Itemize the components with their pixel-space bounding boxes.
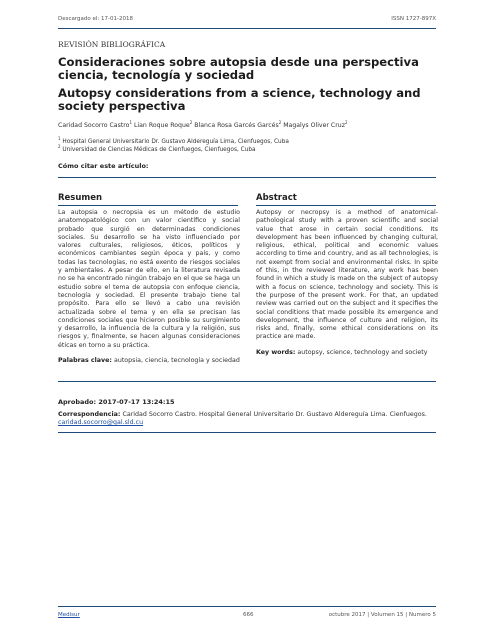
author-name: Caridad Socorro Castro: [58, 122, 130, 130]
keywords-label: Palabras clave:: [58, 357, 112, 364]
resumen-rule: [58, 205, 238, 206]
author-sup: 2: [189, 120, 193, 125]
header-rule: [58, 28, 436, 29]
correspondence-rule: [58, 432, 436, 433]
correspondence-label: Correspondencia:: [58, 411, 121, 418]
cite-rule: [58, 177, 436, 178]
cite-label: Cómo citar este artículo:: [58, 162, 149, 170]
affiliation-text: Universidad de Ciencias Médicas de Cienfuegos, Cienfuegos, Cuba: [62, 146, 256, 153]
affiliation-text: Hospital General Universitario Dr. Gustavo Aldereguía Lima, Cienfuegos, Cuba: [62, 138, 289, 145]
keywords-label: Key words:: [256, 349, 296, 356]
author-name: Magalys Oliver Cruz: [283, 122, 345, 130]
section-label: REVISIÓN BIBLIOGRÁFICA: [58, 40, 166, 49]
abstract-heading: Abstract: [256, 193, 297, 203]
abstract-keywords: [256, 349, 438, 357]
journal-link[interactable]: Medisur: [58, 612, 80, 618]
correspondence: [58, 411, 438, 428]
correspondence-text: Caridad Socorro Castro. Hospital General Universitario Dr. Gustavo Aldereguía Lima. Cienfuegos.: [122, 411, 427, 418]
title-spanish: Consideraciones sobre autopsia desde una perspectiva ciencia, tecnología y sociedad: [58, 55, 419, 82]
affiliation: [58, 144, 256, 153]
author-sup: 1: [129, 120, 132, 125]
issn: ISSN 1727-897X: [391, 16, 436, 22]
abstract-rule: [256, 205, 436, 206]
correspondence-email-link[interactable]: caridad.socorro@gal.sld.cu: [58, 419, 144, 427]
keywords-rule: [58, 381, 436, 382]
keywords-text: autopsy, science, technology and society: [297, 349, 428, 356]
page-number: 666: [243, 612, 254, 618]
affiliation-sup: 2: [58, 144, 61, 149]
resumen-keywords: [58, 357, 240, 365]
author-name: Blanca Rosa Garcés Garcés: [194, 122, 279, 130]
author-sup: 2: [344, 120, 348, 125]
abstract-body: Autopsy or necropsy is a method of anatomical-pathological study with a proven scientific and social value that arose in certain social conditions. Its development has been influenced by changing cultural, religious, ethical, political and economic values according to time and country, and as all technologies, is not exempt from social and environmental risks. In spite of this, in the reviewed literature, any work has been found in which a study is made on the subject of autopsy with a focus on science, technology and society. This is the purpose of the present work. For that, an updated review was carried out on the subject and it specifies the social conditions that made possible its emergence and development, the influence of culture and religion, its risks and, finally, some ethical considerations on its practice are made.: [256, 209, 438, 341]
download-date: Descargado el: 17-01-2018: [58, 16, 133, 22]
author-name: Lian Roque Roque: [133, 122, 190, 130]
footer-rule: [58, 606, 436, 607]
resumen-body: La autopsia o necropsia es un método de estudio anatomopatológico con un valor científico y social probado que surgió en determinadas condiciones sociales. Su desarrollo se ha visto influenciado por valores culturales, religiosos, éticos, políticos y económicos cambiantes según época y país, y como todas las tecnologías, no está exento de riesgos sociales y ambientales. A pesar de ello, en la literatura revisada no se ha encontrado ningún trabajo en el que se haga un estudio sobre el tema de autopsia con enfoque ciencia, tecnología y sociedad. El presente trabajo tiene tal propósito. Para ello se llevó a cabo una revisión actualizada sobre el tema y en ella se precisan las condiciones sociales que hicieron posible su surgimiento y desarrollo, la influencia de la cultura y la religión, sus riesgos y, finalmente, se hacen algunas consideraciones éticas en torno a su práctica.: [58, 209, 240, 349]
affiliation-sup: 1: [58, 136, 61, 141]
issue-info: octubre 2017 | Volumen 15 | Numero 5: [328, 612, 436, 618]
authors: [58, 120, 348, 129]
resumen-heading: Resumen: [58, 193, 103, 203]
approved-date: Aprobado: 2017-07-17 13:24:15: [58, 398, 175, 406]
author-sup: 2: [278, 120, 282, 125]
keywords-text: autopsia, ciencia, tecnología y sociedad: [113, 357, 240, 364]
title-english: Autopsy considerations from a science, technology and society perspectiva: [58, 86, 421, 113]
